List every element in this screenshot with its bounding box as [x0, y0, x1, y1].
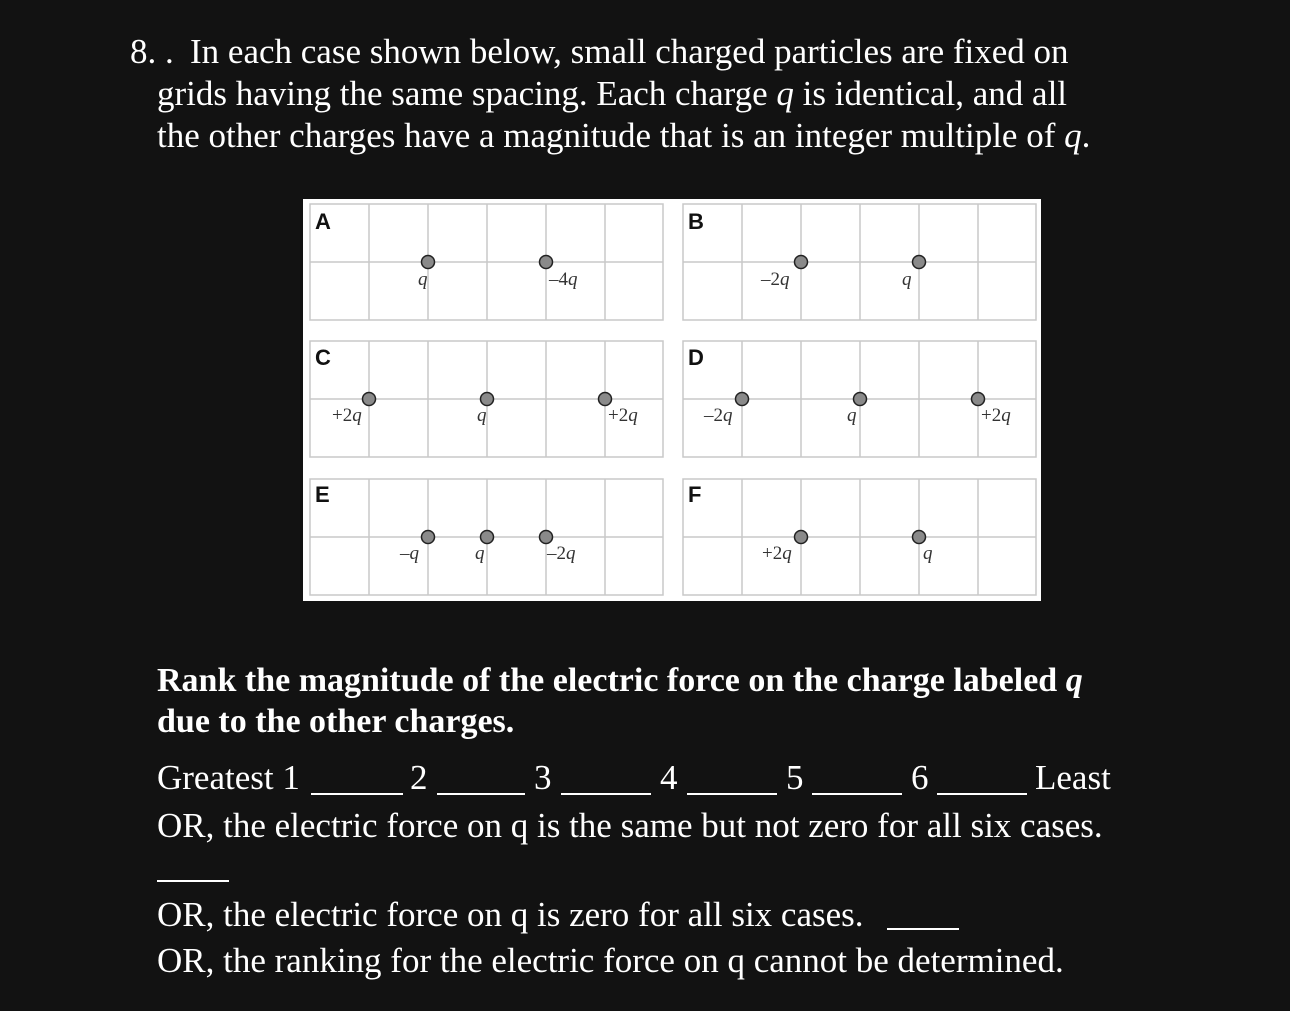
ranking-number-5: 5: [786, 758, 804, 797]
charge-symbol: q: [782, 543, 792, 564]
charge-particle: [972, 393, 985, 406]
grid-label: B: [688, 209, 704, 234]
ranking-number-2: 2: [410, 758, 428, 797]
grid-label: D: [688, 345, 704, 370]
question-line-2-post: is identical, and all: [793, 74, 1068, 113]
charge-label: [399, 543, 420, 564]
charge-label: [923, 543, 933, 564]
charge-sign: –: [549, 269, 559, 290]
charge-multiplier: 4: [558, 269, 568, 290]
charge-symbol: q: [723, 405, 733, 426]
charge-symbol: q: [477, 405, 487, 426]
ranking-number-4: 4: [660, 758, 678, 797]
charge-label: [847, 405, 857, 426]
charge-particle: [599, 393, 612, 406]
option-zero: OR, the electric force on q is zero for all six cases.: [157, 895, 864, 934]
option-zero-blank[interactable]: [887, 928, 959, 930]
charge-sign: –: [400, 543, 410, 564]
prompt-line-1-q: q: [1065, 662, 1083, 699]
charge-label: [477, 405, 487, 426]
charge-symbol: q: [1001, 405, 1011, 426]
grid-label: C: [315, 345, 331, 370]
charge-symbol: q: [923, 543, 933, 564]
charge-multiplier: 2: [342, 405, 353, 426]
grid-label: A: [315, 209, 331, 234]
ranking-greatest: Greatest 1: [157, 758, 300, 797]
figure-background: [303, 199, 1041, 601]
option-same-nonzero-blank[interactable]: [157, 880, 229, 882]
charge-label: [762, 543, 792, 564]
charge-particle: [736, 393, 749, 406]
question-line-3: [157, 118, 1090, 153]
charge-particle: [913, 256, 926, 269]
charge-symbol: q: [418, 269, 428, 290]
charge-symbol: q: [566, 543, 576, 564]
charge-symbol: q: [628, 405, 638, 426]
charge-label: [608, 405, 638, 426]
charge-sign: +: [608, 405, 619, 426]
charge-particle: [795, 256, 808, 269]
charge-label: [546, 543, 576, 564]
charge-label: [418, 269, 428, 290]
question-number: 8. .: [130, 32, 174, 71]
charge-particle: [795, 531, 808, 544]
rank-blank-3[interactable]: [561, 793, 651, 795]
rank-blank-1[interactable]: [311, 793, 403, 795]
charge-sign: +: [981, 405, 992, 426]
question-line-1: In each case shown below, small charged particles are fixed on: [190, 32, 1069, 71]
charge-particle: [363, 393, 376, 406]
prompt-line-2: due to the other charges.: [157, 703, 515, 740]
grid-label: F: [688, 482, 702, 507]
ranking-number-6: 6: [911, 758, 929, 797]
charge-symbol: q: [847, 405, 857, 426]
charge-sign: +: [762, 543, 773, 564]
charge-label: [703, 405, 733, 426]
charge-multiplier: 2: [556, 543, 566, 564]
rank-blank-4[interactable]: [687, 793, 777, 795]
question-line-2: [157, 76, 1067, 111]
charge-multiplier: 2: [772, 543, 783, 564]
charge-particle: [540, 531, 553, 544]
charge-sign: –: [761, 269, 771, 290]
charge-symbol: q: [409, 543, 419, 564]
question-line-3-pre: the other charges have a magnitude that is an integer multiple of: [157, 116, 1065, 155]
question-line-2-q: q: [776, 74, 794, 113]
charge-particle: [422, 256, 435, 269]
question-line-3-q: q: [1064, 116, 1082, 155]
ranking-number-3: 3: [534, 758, 552, 797]
charge-particle: [481, 531, 494, 544]
charge-symbol: q: [568, 269, 578, 290]
charge-label: [760, 269, 790, 290]
question-line-2-pre: grids having the same spacing. Each charge: [157, 74, 777, 113]
rank-blank-5[interactable]: [812, 793, 902, 795]
charge-sign: –: [704, 405, 714, 426]
prompt-line-1-pre: Rank the magnitude of the electric force on the charge labeled: [157, 662, 1066, 699]
charge-particle: [913, 531, 926, 544]
grid-label: E: [315, 482, 330, 507]
charge-symbol: q: [780, 269, 790, 290]
ranking-least: Least: [1035, 758, 1111, 797]
charge-label: [902, 269, 912, 290]
charge-symbol: q: [902, 269, 912, 290]
charge-particle: [540, 256, 553, 269]
charge-symbol: q: [352, 405, 362, 426]
prompt-line-1: [157, 664, 1083, 698]
rank-blank-6[interactable]: [937, 793, 1027, 795]
rank-blank-2[interactable]: [437, 793, 525, 795]
charge-grids-figure: [303, 199, 1041, 601]
charge-particle: [422, 531, 435, 544]
charge-multiplier: 2: [618, 405, 629, 426]
question-line-3-post: .: [1081, 116, 1091, 155]
charge-label: [475, 543, 485, 564]
option-undetermined: OR, the ranking for the electric force on q cannot be determined.: [157, 941, 1064, 980]
charge-particle: [481, 393, 494, 406]
charge-label: [981, 405, 1011, 426]
charge-label: [548, 269, 578, 290]
charge-multiplier: 2: [770, 269, 780, 290]
charge-multiplier: 2: [991, 405, 1002, 426]
charge-sign: –: [547, 543, 557, 564]
charge-label: [332, 405, 362, 426]
charge-symbol: q: [475, 543, 485, 564]
charge-particle: [854, 393, 867, 406]
option-same-nonzero: OR, the electric force on q is the same but not zero for all six cases.: [157, 806, 1103, 845]
charge-sign: +: [332, 405, 343, 426]
charge-multiplier: 2: [713, 405, 723, 426]
